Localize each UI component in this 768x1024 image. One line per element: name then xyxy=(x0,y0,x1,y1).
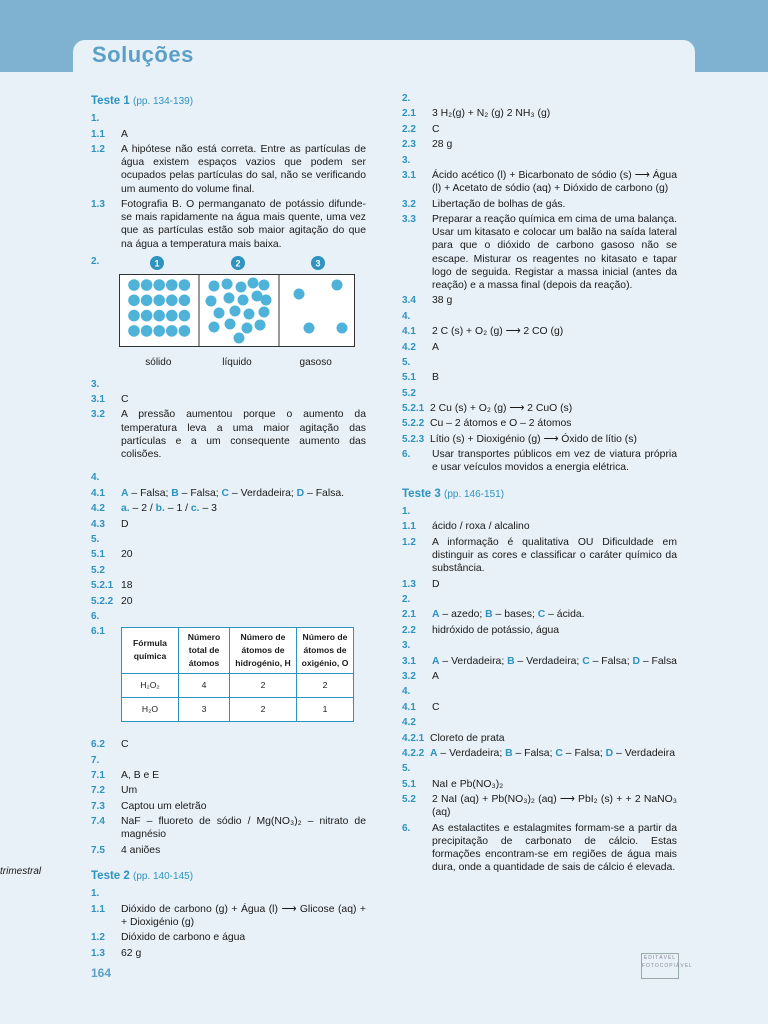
item-number: 3. xyxy=(91,378,100,390)
list-item xyxy=(402,433,677,446)
item-answer: a. – 2 / b. – 1 / c. – 3 xyxy=(121,503,217,515)
item-number: 2. xyxy=(402,594,411,606)
table-cell: H₂O xyxy=(122,698,179,722)
solid-particle xyxy=(179,279,191,291)
item-answer: D xyxy=(121,518,129,530)
list-item xyxy=(402,578,677,591)
list-item xyxy=(91,128,366,141)
list-item xyxy=(402,123,677,136)
item-answer: 38 g xyxy=(432,295,453,307)
item-answer: Cu – 2 átomos e O – 2 átomos xyxy=(430,418,572,430)
item-answer: Dióxido de carbono e água xyxy=(121,932,246,944)
item-number: 1.1 xyxy=(91,903,105,915)
list-item xyxy=(402,310,677,323)
page-title: Soluções xyxy=(92,42,194,67)
teste3-pages: (pp. 146-151) xyxy=(443,488,505,500)
item-number: 5.2 xyxy=(91,564,105,576)
list-item xyxy=(402,198,677,211)
item-number: 1. xyxy=(91,113,100,125)
list-item xyxy=(402,762,677,775)
item-number: 1.3 xyxy=(91,198,105,210)
list-item xyxy=(402,536,677,576)
side-text: trimestral xyxy=(0,866,42,877)
list-item xyxy=(91,564,366,577)
list-item xyxy=(91,533,366,546)
item-answer: Libertação de bolhas de gás. xyxy=(432,198,566,210)
item-number: 5.2 xyxy=(402,387,416,399)
solid-particle xyxy=(141,325,153,337)
list-item xyxy=(91,947,366,960)
list-item xyxy=(91,471,366,484)
item-number: 1.3 xyxy=(402,578,416,590)
item-answer: 18 xyxy=(121,580,133,592)
table-cell: 2 xyxy=(230,674,297,698)
list-item xyxy=(91,198,366,251)
item-number: 5.2.1 xyxy=(91,580,114,592)
item-number: 4. xyxy=(402,310,411,322)
item-number: 3.1 xyxy=(402,169,416,181)
item-number: 3.1 xyxy=(402,655,416,667)
item-number: 5.1 xyxy=(402,372,416,384)
item-answer: 3 H₂(g) + N₂ (g) 2 NH₃ (g) xyxy=(432,108,551,120)
item-answer: Ácido acético (l) + Bicarbonato de sódio (s) ⟶ Água (l) + Acetato de sódio (aq) + Dióxido de carbono (g) xyxy=(432,169,677,195)
solid-particle xyxy=(128,295,140,307)
item-answer: A – Verdadeira; B – Falsa; C – Falsa; D – Verdadeira xyxy=(430,747,675,759)
item-answer: 20 xyxy=(121,549,133,561)
list-item xyxy=(402,701,677,714)
item-answer: Lítio (s) + Dioxigénio (g) ⟶ Óxido de lítio (s) xyxy=(430,433,637,445)
list-item xyxy=(402,417,677,430)
list-item xyxy=(91,738,366,751)
item-answer: 2 NaI (aq) + Pb(NO₃)₂ (aq) ⟶ PbI₂ (s) + + 2 NaNO₃ (aq) xyxy=(432,794,677,819)
table-header: Número de átomos de oxigénio, O xyxy=(297,627,354,674)
list-item xyxy=(91,378,366,391)
item-answer: D xyxy=(432,578,440,590)
solid-particle xyxy=(179,310,191,322)
solid-particle xyxy=(153,279,165,291)
teste2-heading xyxy=(91,870,366,883)
list-item xyxy=(91,143,366,196)
item-answer: hidróxido de potássio, água xyxy=(432,624,560,636)
solid-particle xyxy=(153,295,165,307)
item-number: 7.2 xyxy=(91,785,105,797)
item-number: 4.2 xyxy=(91,503,105,515)
item-answer: Cloreto de prata xyxy=(430,732,505,744)
list-item xyxy=(91,784,366,797)
item-number: 5.2 xyxy=(402,794,416,806)
item-answer: Um xyxy=(121,785,138,797)
item-number: 3.2 xyxy=(402,670,416,682)
item-number: 1.2 xyxy=(91,143,105,155)
list-item xyxy=(91,903,366,929)
item-number: 6.2 xyxy=(91,739,105,751)
item-answer: 20 xyxy=(121,595,133,607)
list-item xyxy=(402,169,677,195)
figure-number: 1 xyxy=(154,258,160,269)
item-number: 2. xyxy=(402,93,411,104)
list-item xyxy=(91,579,366,592)
list-item xyxy=(402,325,677,338)
item-number: 2.2 xyxy=(402,123,416,135)
list-item xyxy=(402,448,677,474)
item-number: 1.1 xyxy=(91,128,105,140)
list-item xyxy=(91,800,366,813)
item-number: 1. xyxy=(91,888,100,900)
teste2-title: Teste 2 xyxy=(91,870,130,883)
item-answer: A – Verdadeira; B – Verdadeira; C – Falsa; D – Falsa xyxy=(432,655,677,667)
item-number: 5.2.2 xyxy=(402,418,425,430)
publisher-logo: EDITÁVEL FOTOCOPIÁVEL xyxy=(641,953,679,979)
solid-particle xyxy=(153,325,165,337)
item-number: 5.2.3 xyxy=(402,433,425,445)
solid-particle xyxy=(166,295,178,307)
list-item xyxy=(402,747,677,760)
table-header: Fórmula química xyxy=(122,627,179,674)
list-item xyxy=(91,844,366,857)
item-number: 4.2 xyxy=(402,717,416,729)
list-item xyxy=(402,608,677,621)
figure-number: 3 xyxy=(315,258,321,269)
list-item xyxy=(91,518,366,531)
teste1-pages: (pp. 134-139) xyxy=(132,96,194,107)
item-number: 3. xyxy=(402,154,411,166)
list-item xyxy=(91,931,366,944)
item-answer: 4 aniões xyxy=(121,844,161,856)
solid-particle xyxy=(141,310,153,322)
item-number: 5.2.1 xyxy=(402,403,425,415)
item-number: 5.1 xyxy=(91,549,105,561)
solid-particle xyxy=(128,325,140,337)
list-item xyxy=(402,356,677,369)
item-answer: 2 Cu (s) + O₂ (g) ⟶ 2 CuO (s) xyxy=(430,403,573,415)
item-number: 3.2 xyxy=(91,409,105,421)
item-number: 5. xyxy=(91,533,100,545)
item-answer: Captou um eletrão xyxy=(121,800,207,812)
item-number: 7.1 xyxy=(91,770,105,782)
table-header: Número de átomos de hidrogénio, H xyxy=(230,627,297,674)
solid-particle xyxy=(153,310,165,322)
list-item xyxy=(402,593,677,606)
list-item xyxy=(91,408,366,461)
list-item xyxy=(402,716,677,729)
item-number: 2.1 xyxy=(402,108,416,120)
item-number: 1.1 xyxy=(402,521,416,533)
figure-number: 2 xyxy=(235,258,241,269)
item-number: 4. xyxy=(402,686,411,698)
item-number: 7. xyxy=(91,754,100,766)
list-item xyxy=(402,371,677,384)
teste3-title: Teste 3 xyxy=(402,487,441,500)
teste1-title: Teste 1 xyxy=(91,95,130,107)
item-answer: B xyxy=(432,372,439,384)
item-answer: NaF – fluoreto de sódio / Mg(NO₃)₂ – nitrato de magnésio xyxy=(121,816,366,841)
item-answer: A xyxy=(121,128,128,140)
list-item xyxy=(91,610,366,623)
item-answer: 2 C (s) + O₂ (g) ⟶ 2 CO (g) xyxy=(432,326,564,338)
solid-particle xyxy=(166,279,178,291)
left-column xyxy=(91,92,366,962)
item-number: 7.5 xyxy=(91,844,105,856)
item-number: 6.1 xyxy=(91,626,105,638)
item-answer: C xyxy=(432,123,440,135)
solid-particle xyxy=(166,325,178,337)
item-number: 4. xyxy=(91,472,100,484)
item-number: 3.3 xyxy=(402,213,416,225)
solid-particle xyxy=(179,295,191,307)
item-answer: 28 g xyxy=(432,139,453,151)
item-number: 3.2 xyxy=(402,198,416,210)
item-answer: 62 g xyxy=(121,947,142,959)
item-number: 4.1 xyxy=(402,326,416,338)
item-answer: C xyxy=(121,739,129,751)
item-number: 7.3 xyxy=(91,800,105,812)
list-item xyxy=(91,487,366,500)
item-number: 4.1 xyxy=(402,701,416,713)
table-cell: 2 xyxy=(230,698,297,722)
item-number: 2.1 xyxy=(402,609,416,621)
list-item xyxy=(91,769,366,782)
list-item xyxy=(402,655,677,668)
list-item xyxy=(91,393,366,406)
table-row xyxy=(122,674,354,698)
solid-particle xyxy=(128,279,140,291)
item-number: 1.3 xyxy=(91,947,105,959)
list-item xyxy=(402,213,677,292)
list-item xyxy=(402,294,677,307)
table-cell: 4 xyxy=(179,674,230,698)
item-number: 1.2 xyxy=(402,536,416,548)
item-number: 3.1 xyxy=(91,393,105,405)
list-item xyxy=(402,793,677,819)
list-item xyxy=(402,387,677,400)
list-item xyxy=(402,639,677,652)
list-item xyxy=(402,154,677,167)
item-number: 7.4 xyxy=(91,816,105,828)
solid-particle xyxy=(166,310,178,322)
list-item xyxy=(402,778,677,791)
table-cell: H₂O₂ xyxy=(122,674,179,698)
right-column xyxy=(402,92,677,877)
list-item xyxy=(91,112,366,125)
list-item xyxy=(402,822,677,875)
figure-label-liquid: líquido xyxy=(222,357,252,369)
item-answer: A – azedo; B – bases; C – ácida. xyxy=(432,609,585,621)
solid-particle xyxy=(141,295,153,307)
table-cell: 2 xyxy=(297,674,354,698)
item-number: 4.3 xyxy=(91,518,105,530)
page-number: 164 xyxy=(91,966,112,980)
item-number: 5.1 xyxy=(402,778,416,790)
list-item xyxy=(402,402,677,415)
list-item xyxy=(402,138,677,151)
item-number: 4.2.1 xyxy=(402,732,425,744)
list-item xyxy=(402,505,677,518)
list-item xyxy=(402,670,677,683)
item-answer: Fotografia B. O permanganato de potássio difunde-se mais rapidamente na água mais quente, uma vez que as partículas estão sob maior agitação do que na água a temperatura mais baixa. xyxy=(121,198,366,250)
item-number: 6. xyxy=(402,449,411,461)
item-number: 5.2.2 xyxy=(91,595,114,607)
figure-label-gas: gasoso xyxy=(299,357,332,369)
figure-labels xyxy=(119,356,355,369)
list-item xyxy=(402,624,677,637)
item-answer: A hipótese não está correta. Entre as partículas de água existem espaços vazios que podem ser ocupados pelas partículas do sal, não se verificando um aumento do volume final. xyxy=(121,143,366,195)
item-answer: C xyxy=(121,393,129,405)
list-item xyxy=(402,520,677,533)
item-number: 5. xyxy=(402,763,411,775)
item-number: 2.2 xyxy=(402,624,416,636)
list-item xyxy=(402,107,677,120)
list-item xyxy=(91,502,366,515)
item-answer: A pressão aumentou porque o aumento da temperatura leva a uma maior agitação das partículas e a um consequente aumento das colisões. xyxy=(121,409,366,460)
item-answer: Preparar a reação química em cima de uma balança. Usar um kitasato e colocar um balão na saída lateral para que o dióxido de carbono gasoso não se escape. Misturar os reagentes no kitasato e tapar logo de seguida. Registar a massa inicial (antes da reação) e a massa final (depois da reação). xyxy=(432,213,677,291)
item-number: 4.1 xyxy=(91,487,105,499)
item-number: 6. xyxy=(402,822,411,834)
solid-particle xyxy=(128,310,140,322)
item-number: 1. xyxy=(402,506,411,518)
item-answer: A informação é qualitativa OU Dificuldade em distinguir as cores e classificar o caráter químico da substância. xyxy=(432,536,677,575)
list-item xyxy=(91,754,366,767)
item-number: 5. xyxy=(402,356,411,368)
list-item xyxy=(91,595,366,608)
table-header: Número total de átomos xyxy=(179,627,230,674)
teste3-heading xyxy=(402,488,677,501)
item-number: 4.2 xyxy=(402,341,416,353)
item-answer: A xyxy=(432,341,439,353)
table-row xyxy=(122,698,354,722)
item-answer: A xyxy=(432,670,439,682)
chem-table xyxy=(121,627,354,723)
table-cell: 1 xyxy=(297,698,354,722)
item-number: 3.4 xyxy=(402,295,416,307)
solid-particle xyxy=(179,325,191,337)
item-answer: NaI e Pb(NO₃)₂ xyxy=(432,778,504,790)
item-number: 3. xyxy=(402,640,411,652)
item-answer: ácido / roxa / alcalino xyxy=(432,521,530,533)
list-item xyxy=(91,887,366,900)
solid-particle xyxy=(141,279,153,291)
list-item xyxy=(402,341,677,354)
list-item xyxy=(91,548,366,561)
item-number: 4.2.2 xyxy=(402,747,425,759)
teste1-heading xyxy=(91,95,366,108)
figure-label-solid: sólido xyxy=(145,357,172,369)
list-item xyxy=(402,92,677,105)
item-answer: A – Falsa; B – Falsa; C – Verdadeira; D – Falsa. xyxy=(121,487,345,499)
list-item xyxy=(402,732,677,745)
list-item xyxy=(91,815,366,841)
item-answer: As estalactites e estalagmites formam-se a partir da precipitação de carbonato de cálcio. Estas formações encontram-se em regiões de água mais dura, onde a quantidade de sais de cálcio é elevada. xyxy=(432,822,677,874)
item-number: 6. xyxy=(91,610,100,622)
item-answer: Usar transportes públicos em vez de viatura própria e usar veículos movidos a energia elétrica. xyxy=(432,449,677,474)
item-answer: A, B e E xyxy=(121,770,160,782)
item-answer: C xyxy=(432,701,440,713)
states-of-matter-figure xyxy=(119,256,355,348)
item-answer: Dióxido de carbono (g) + Água (l) ⟶ Glicose (aq) + + Dioxigénio (g) xyxy=(121,903,366,929)
item-number: 2. xyxy=(91,255,100,267)
teste2-pages: (pp. 140-145) xyxy=(132,871,194,883)
item-number: 1.2 xyxy=(91,932,105,944)
item-number: 2.3 xyxy=(402,139,416,151)
list-item xyxy=(402,685,677,698)
table-cell: 3 xyxy=(179,698,230,722)
